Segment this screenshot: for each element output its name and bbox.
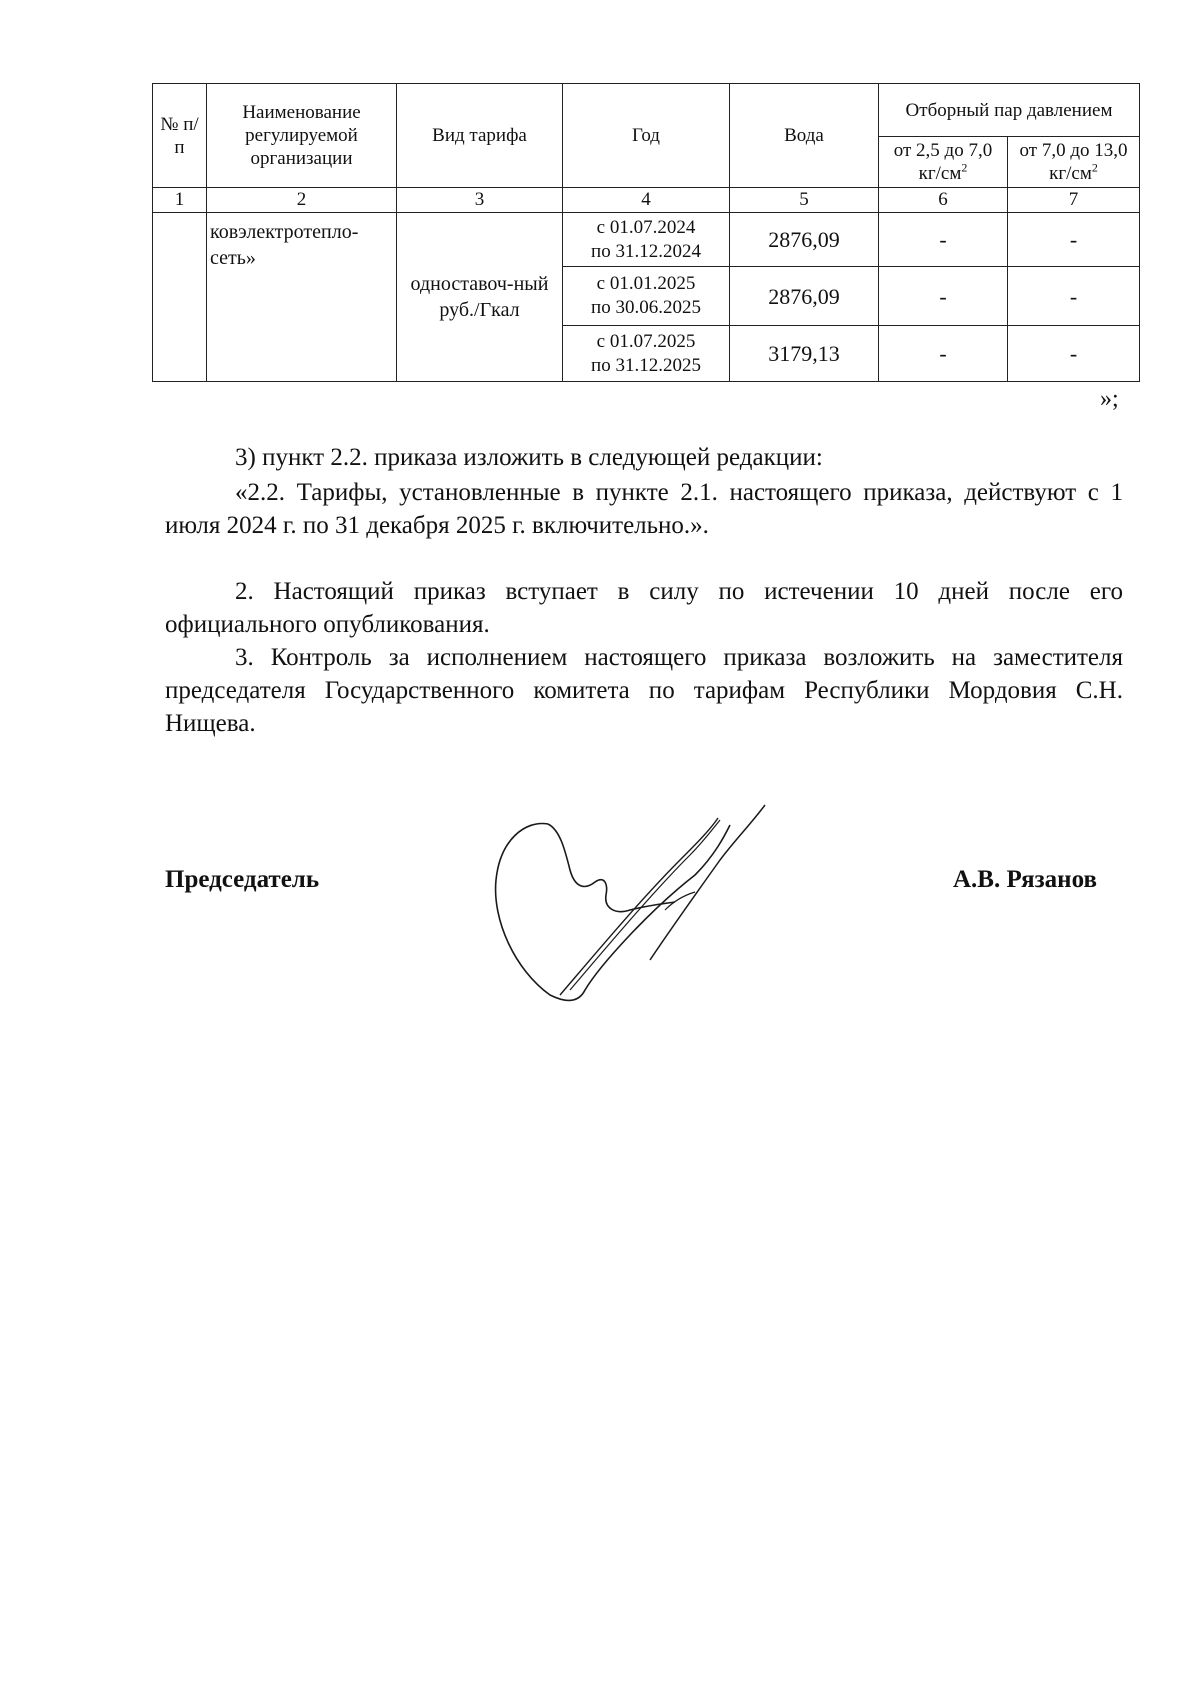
- table-header-row: [153, 84, 1140, 137]
- column-number: 6: [879, 188, 1008, 213]
- header-water: Вода: [730, 84, 879, 188]
- organization-cell: ковэлектротепло-сеть»: [207, 213, 397, 382]
- table-closing-quote: »;: [1100, 386, 1119, 412]
- steam-low-value: -: [879, 326, 1008, 382]
- water-value: 2876,09: [730, 213, 879, 267]
- row-number-cell: [153, 213, 207, 382]
- header-number: № п/п: [153, 84, 207, 188]
- column-number: 1: [153, 188, 207, 213]
- header-tariff-type: Вид тарифа: [397, 84, 563, 188]
- tariff-type-cell: одноставоч-ный руб./Гкал: [397, 213, 563, 382]
- paragraph-2: 2. Настоящий приказ вступает в силу по истечении 10 дней после его официального опубликования.: [165, 578, 1123, 638]
- steam-low-value: -: [879, 213, 1008, 267]
- tariff-table: [152, 83, 1140, 382]
- steam-high-value: -: [1008, 267, 1140, 326]
- signatory-name: А.В. Рязанов: [953, 866, 1097, 893]
- water-value: 3179,13: [730, 326, 879, 382]
- column-number: 2: [207, 188, 397, 213]
- steam-high-value: -: [1008, 213, 1140, 267]
- header-year: Год: [563, 84, 730, 188]
- header-organization: Наименование регулируемой организации: [207, 84, 397, 188]
- header-steam-high: от 7,0 до 13,0 $кг/см^2$: [1008, 137, 1140, 188]
- column-number: 3: [397, 188, 563, 213]
- period-cell: с 01.07.2025 по 31.12.2025: [563, 326, 730, 382]
- column-number-row: [153, 188, 1140, 213]
- paragraph-quoted-clause: «2.2. Тарифы, установленные в пункте 2.1. настоящего приказа, действуют с 1 июля 2024 г. по 31 декабря 2025 г. включительно.».: [165, 479, 1123, 539]
- header-steam-low: от 2,5 до 7,0 $кг/см^2$: [879, 137, 1008, 188]
- water-value: 2876,09: [730, 267, 879, 326]
- column-number: 4: [563, 188, 730, 213]
- period-cell: с 01.07.2024 по 31.12.2024: [563, 213, 730, 267]
- column-number: 5: [730, 188, 879, 213]
- table-row: [153, 213, 1140, 267]
- period-cell: с 01.01.2025 по 30.06.2025: [563, 267, 730, 326]
- paragraph-3: 3. Контроль за исполнением настоящего приказа возложить на заместителя председателя Государственного комитета по тарифам Республики Мордовия С.Н. Нищева.: [165, 644, 1123, 737]
- signatory-title: Председатель: [165, 866, 320, 893]
- paragraph-amendment: 3) пункт 2.2. приказа изложить в следующей редакции:: [235, 444, 823, 471]
- steam-low-value: -: [879, 267, 1008, 326]
- steam-high-value: -: [1008, 326, 1140, 382]
- handwritten-signature: [490, 800, 820, 1030]
- column-number: 7: [1008, 188, 1140, 213]
- header-steam-group: Отборный пар давлением: [879, 84, 1140, 137]
